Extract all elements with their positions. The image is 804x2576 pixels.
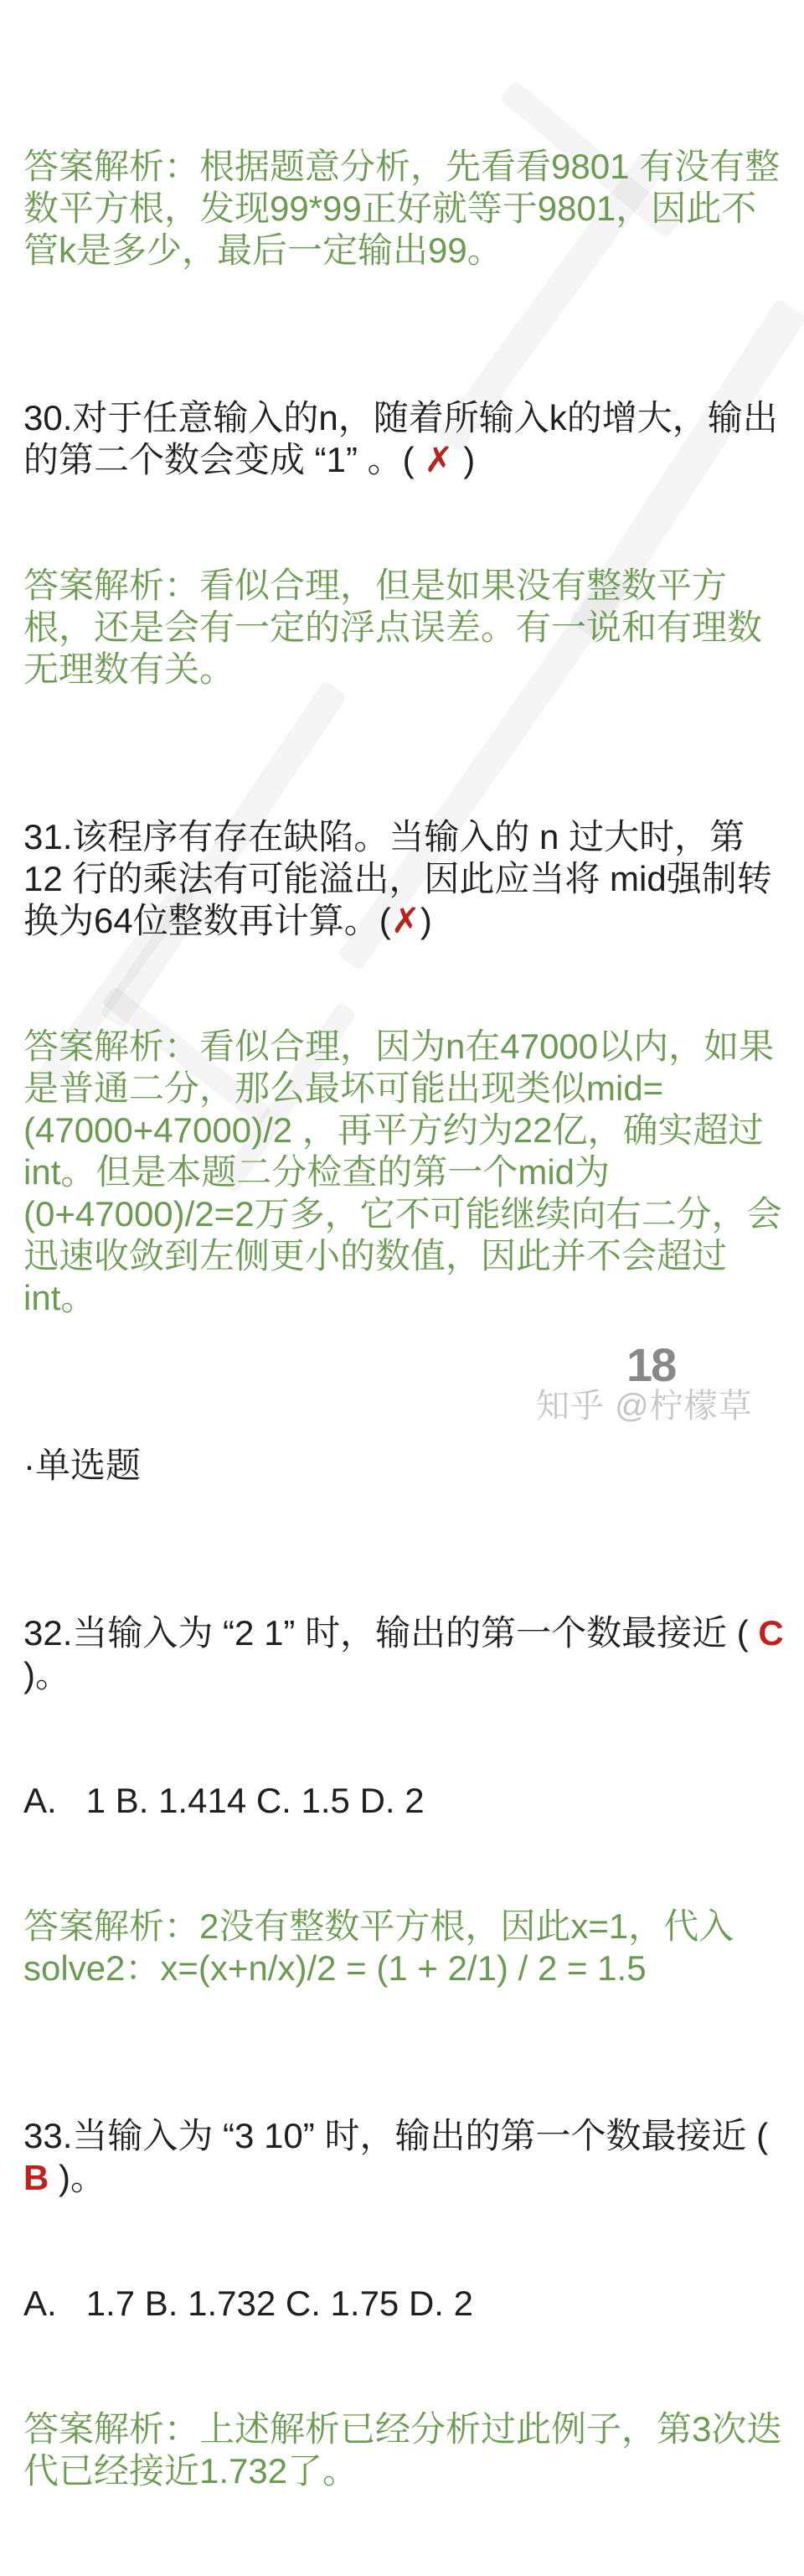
- answer-letter-q33: B: [23, 2158, 49, 2197]
- cross-mark-icon: ✗: [424, 440, 454, 479]
- question-31-stem-end: ): [420, 901, 432, 940]
- analysis-q29: 答案解析：根据题意分析，先看看9801 有没有整数平方根，发现99*99正好就等于9801，因此不管k是多少，最后一定输出99。: [23, 147, 781, 270]
- question-30: [23, 397, 789, 481]
- options-q33: A. 1.7 B. 1.732 C. 1.75 D. 2: [23, 2284, 473, 2323]
- page-number: 18: [626, 1338, 676, 1391]
- answer-letter-q32: C: [758, 1613, 784, 1653]
- question-31-stem: 31.该程序有存在缺陷。当输入的 n 过大时，第 12 行的乘法有可能溢出，因此应当将 mid强制转换为64位整数再计算。(: [23, 817, 772, 940]
- analysis-q33: 答案解析：上述解析已经分析过此例子，第3次迭代已经接近1.732了。: [23, 2409, 782, 2491]
- question-32-stem: 32.当输入为 “2 1” 时，输出的第一个数最接近 (: [23, 1613, 759, 1653]
- question-32: [23, 1612, 794, 1696]
- question-31: [23, 816, 789, 942]
- analysis-q31: 答案解析：看似合理，因为n在47000以内，如果是普通二分，那么最坏可能出现类似mid=(47000+47000)/2 ，再平方约为22亿，确实超过int。但是本题二分检查的第一个mid为(0+47000)/2=2万多，它不可能继续向右二分，会迅速收敛到左侧更小的数值，因此并不会超过int。: [23, 1027, 782, 1317]
- question-32-stem-end: )。: [23, 1613, 794, 1694]
- options-q32: A. 1 B. 1.414 C. 1.5 D. 2: [23, 1781, 425, 1820]
- question-30-stem: 30.对于任意输入的n，随着所输入k的增大，输出的第二个数会变成 “1” 。(: [23, 398, 778, 479]
- question-33: [23, 2115, 789, 2199]
- analysis-q32: 答案解析：2没有整数平方根，因此x=1，代入solve2：x=(x+n/x)/2 = (1 + 2/1) / 2 = 1.5: [23, 1906, 734, 1988]
- cross-mark-icon: ✗: [390, 901, 420, 940]
- zhihu-author-watermark: 知乎 @柠檬草: [536, 1388, 753, 1425]
- question-33-stem-end: )。: [49, 2158, 106, 2197]
- question-30-stem-end: ): [453, 440, 476, 479]
- analysis-q30: 答案解析：看似合理，但是如果没有整数平方根，还是会有一定的浮点误差。有一说和有理数无理数有关。: [23, 566, 763, 689]
- section-label-single-choice: ·单选题: [23, 1446, 141, 1485]
- question-33-stem: 33.当输入为 “3 10” 时，输出的第一个数最接近 (: [23, 2116, 778, 2155]
